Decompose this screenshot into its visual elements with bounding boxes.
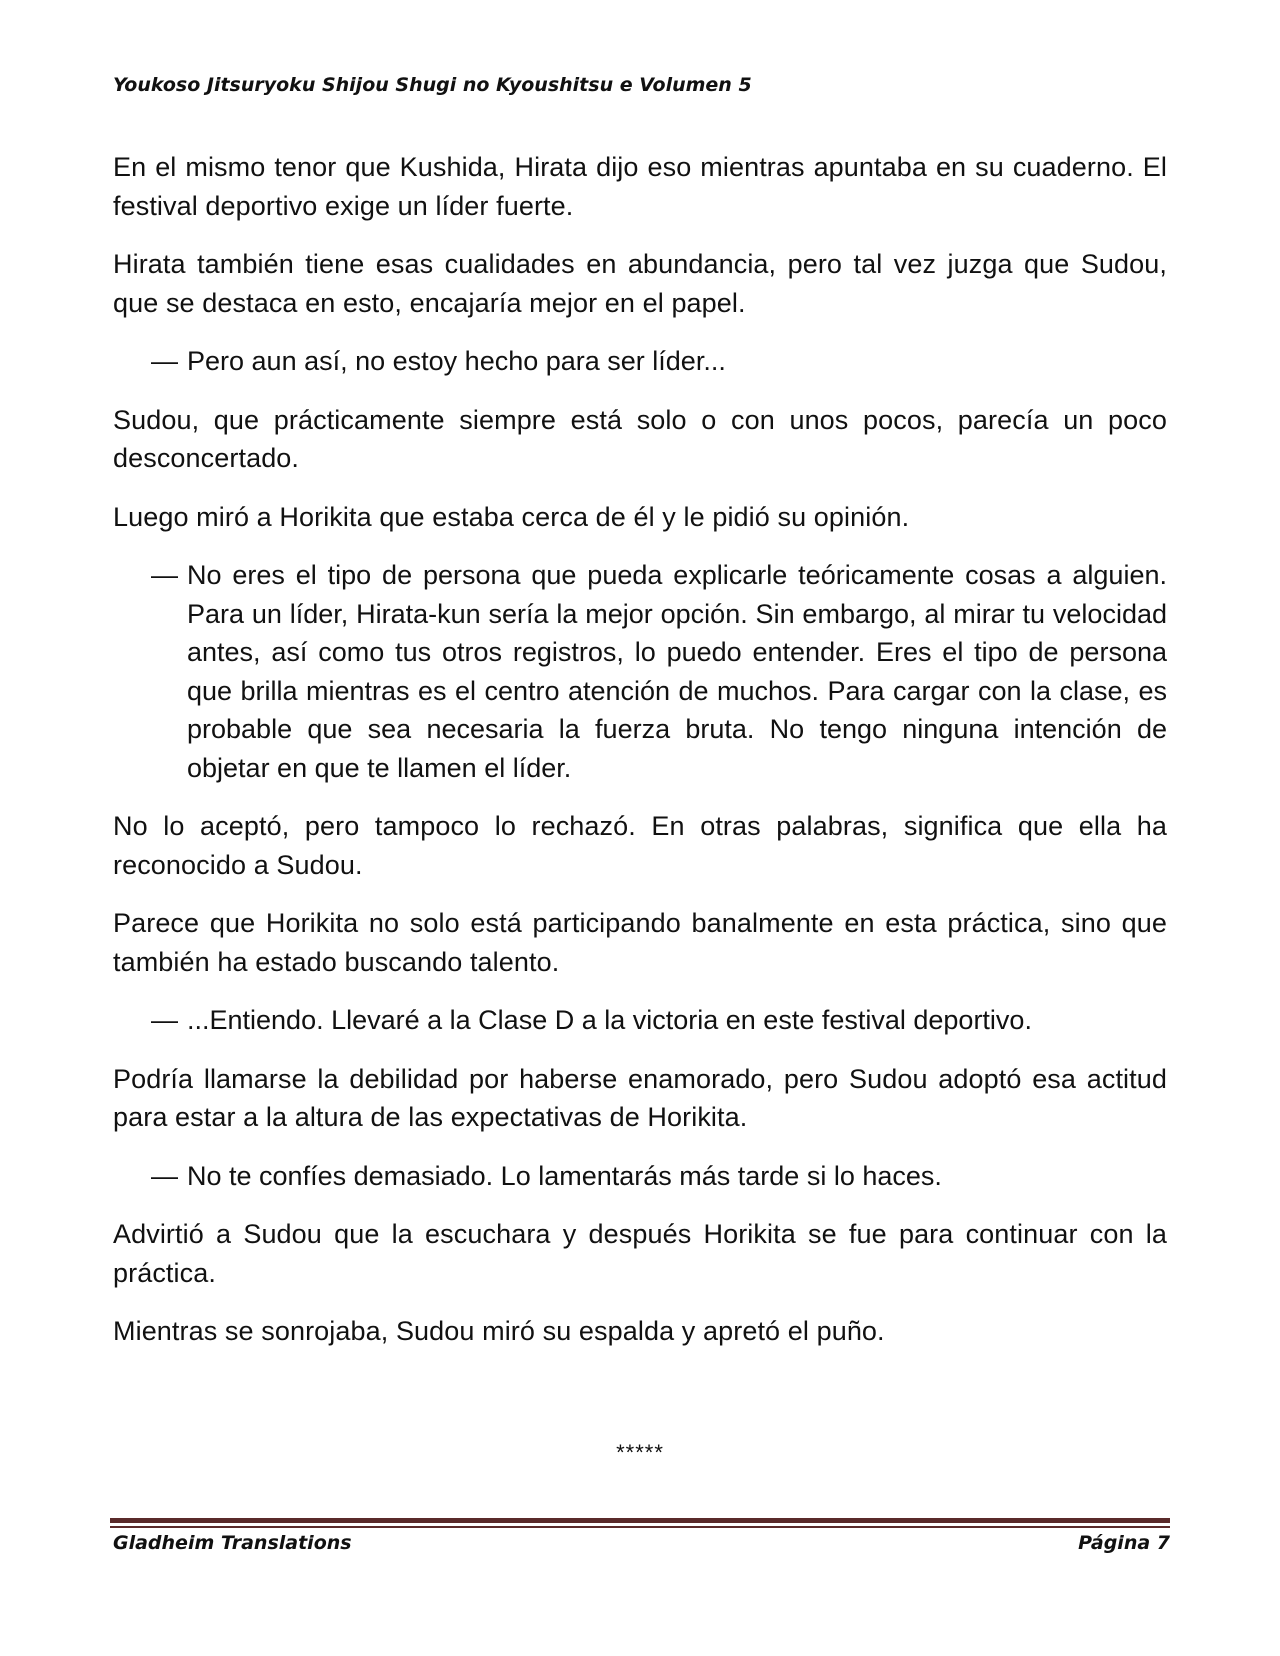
dialogue-line bbox=[151, 1001, 1167, 1040]
footer-rule bbox=[110, 1518, 1170, 1523]
dialogue-text: Pero aun así, no estoy hecho para ser líder... bbox=[187, 346, 726, 376]
dialogue-dash: — bbox=[151, 1005, 178, 1035]
paragraph: Mientras se sonrojaba, Sudou miró su espalda y apretó el puño. bbox=[113, 1316, 885, 1346]
dialogue-text: No eres el tipo de persona que pueda explicarle teóricamente cosas a alguien. Para un líder, Hirata-kun sería la mejor opción. Sin embargo, al mirar tu velocidad antes, así como tus otros registros, lo puedo entender. Eres el tipo de persona que brilla mientras es el centro atención de muchos. Para cargar con la clase, es probable que sea necesaria la fuerza bruta. No tengo ninguna intención de objetar en que te llamen el líder. bbox=[187, 560, 1167, 783]
page-number: Página 7 bbox=[1078, 1532, 1170, 1554]
paragraph: Parece que Horikita no solo está participando banalmente en esta práctica, sino que también ha estado buscando talento. bbox=[113, 908, 1167, 977]
footer-rule-thin bbox=[110, 1526, 1170, 1528]
paragraph: Sudou, que prácticamente siempre está solo o con unos pocos, parecía un poco desconcertado. bbox=[113, 404, 1167, 473]
dialogue-line bbox=[151, 1157, 1167, 1196]
paragraph: En el mismo tenor que Kushida, Hirata dijo eso mientras apuntaba en su cuaderno. El festival deportivo exige un líder fuerte. bbox=[113, 152, 1167, 221]
paragraph: Podría llamarse la debilidad por haberse enamorado, pero Sudou adoptó esa actitud para estar a la altura de las expectativas de Horikita. bbox=[113, 1063, 1167, 1132]
scene-separator: ***** bbox=[616, 1440, 664, 1465]
dialogue-dash: — bbox=[151, 346, 178, 376]
dialogue-dash: — bbox=[151, 560, 178, 590]
dialogue-text: ...Entiendo. Llevaré a la Clase D a la victoria en este festival deportivo. bbox=[187, 1005, 1032, 1035]
footer-credit: Gladheim Translations bbox=[113, 1532, 352, 1554]
dialogue-dash: — bbox=[151, 1160, 178, 1191]
paragraph: Advirtió a Sudou que la escuchara y después Horikita se fue para continuar con la práctica. bbox=[113, 1219, 1167, 1288]
dialogue-line bbox=[151, 342, 1167, 381]
dialogue-text: No te confíes demasiado. Lo lamentarás más tarde si lo haces. bbox=[187, 1160, 942, 1191]
body-text bbox=[113, 148, 1167, 1371]
paragraph: Luego miró a Horikita que estaba cerca de él y le pidió su opinión. bbox=[113, 501, 910, 532]
running-header: Youkoso Jitsuryoku Shijou Shugi no Kyoushitsu e Volumen 5 bbox=[113, 74, 752, 96]
paragraph: No lo aceptó, pero tampoco lo rechazó. En otras palabras, significa que ella ha reconocido a Sudou. bbox=[113, 811, 1167, 880]
paragraph: Hirata también tiene esas cualidades en abundancia, pero tal vez juzga que Sudou, que se destaca en esto, encajaría mejor en el papel. bbox=[113, 249, 1167, 318]
dialogue-line bbox=[151, 556, 1167, 787]
